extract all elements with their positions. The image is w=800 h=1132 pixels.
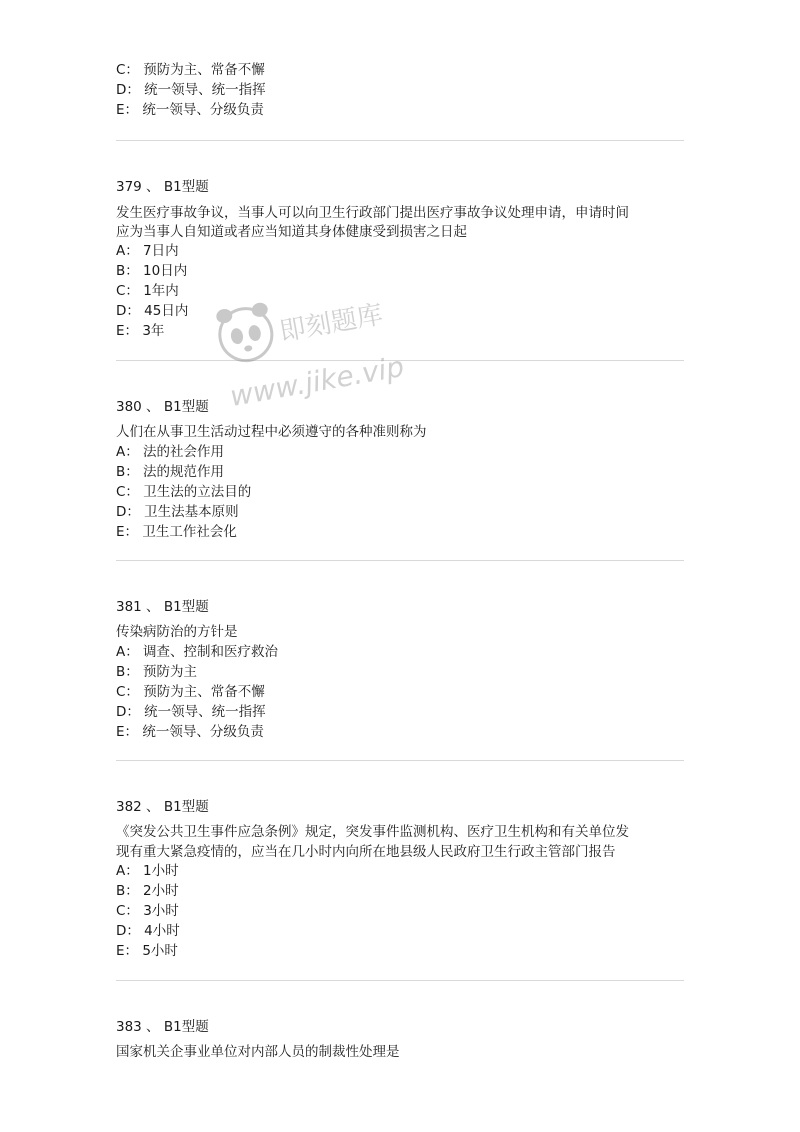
option-a: A： 调查、控制和医疗救治 [116,644,279,660]
option-e: E： 卫生工作社会化 [116,524,237,540]
divider [116,980,684,981]
option-d: D： 统一领导、统一指挥 [116,82,266,98]
option-c: C： 预防为主、常备不懈 [116,62,265,78]
option-c: C： 1年内 [116,283,179,299]
question-stem: 应为当事人自知道或者应当知道其身体健康受到损害之日起 [116,224,467,240]
divider [116,140,684,141]
question-stem: 现有重大紧急疫情的，应当在几小时内向所在地县级人民政府卫生行政主管部门报告 [116,844,616,860]
option-e: E： 5小时 [116,943,178,959]
option-b: B： 预防为主 [116,664,198,680]
question-stem: 人们在从事卫生活动过程中必须遵守的各种准则称为 [116,424,427,440]
divider [116,760,684,761]
option-b: B： 10日内 [116,263,188,279]
option-d: D： 45日内 [116,303,189,319]
panda-logo-icon [210,282,430,422]
question-header: 382 、 B1型题 [116,799,209,815]
option-d: D： 统一领导、统一指挥 [116,704,266,720]
option-e: E： 统一领导、分级负责 [116,102,264,118]
question-stem: 国家机关企事业单位对内部人员的制裁性处理是 [116,1044,400,1060]
question-header: 383 、 B1型题 [116,1019,209,1035]
option-c: C： 3小时 [116,903,179,919]
divider [116,560,684,561]
watermark-url: www.jike.vip [227,349,407,413]
question-header: 381 、 B1型题 [116,599,209,615]
option-c: C： 卫生法的立法目的 [116,484,252,500]
option-e: E： 3年 [116,323,165,339]
option-e: E： 统一领导、分级负责 [116,724,264,740]
watermark-brand: 即刻题库 [277,299,386,348]
option-b: B： 法的规范作用 [116,464,225,480]
option-a: A： 1小时 [116,863,179,879]
question-stem: 发生医疗事故争议，当事人可以向卫生行政部门提出医疗事故争议处理申请，申请时间 [116,205,629,221]
question-header: 379 、 B1型题 [116,179,209,195]
option-d: D： 4小时 [116,923,180,939]
option-b: B： 2小时 [116,883,179,899]
option-c: C： 预防为主、常备不懈 [116,684,265,700]
question-stem: 《突发公共卫生事件应急条例》规定，突发事件监测机构、医疗卫生机构和有关单位发 [116,824,629,840]
question-stem: 传染病防治的方针是 [116,624,238,640]
option-a: A： 法的社会作用 [116,444,225,460]
question-header: 380 、 B1型题 [116,399,209,415]
watermark [210,282,430,422]
option-d: D： 卫生法基本原则 [116,504,239,520]
option-a: A： 7日内 [116,243,179,259]
